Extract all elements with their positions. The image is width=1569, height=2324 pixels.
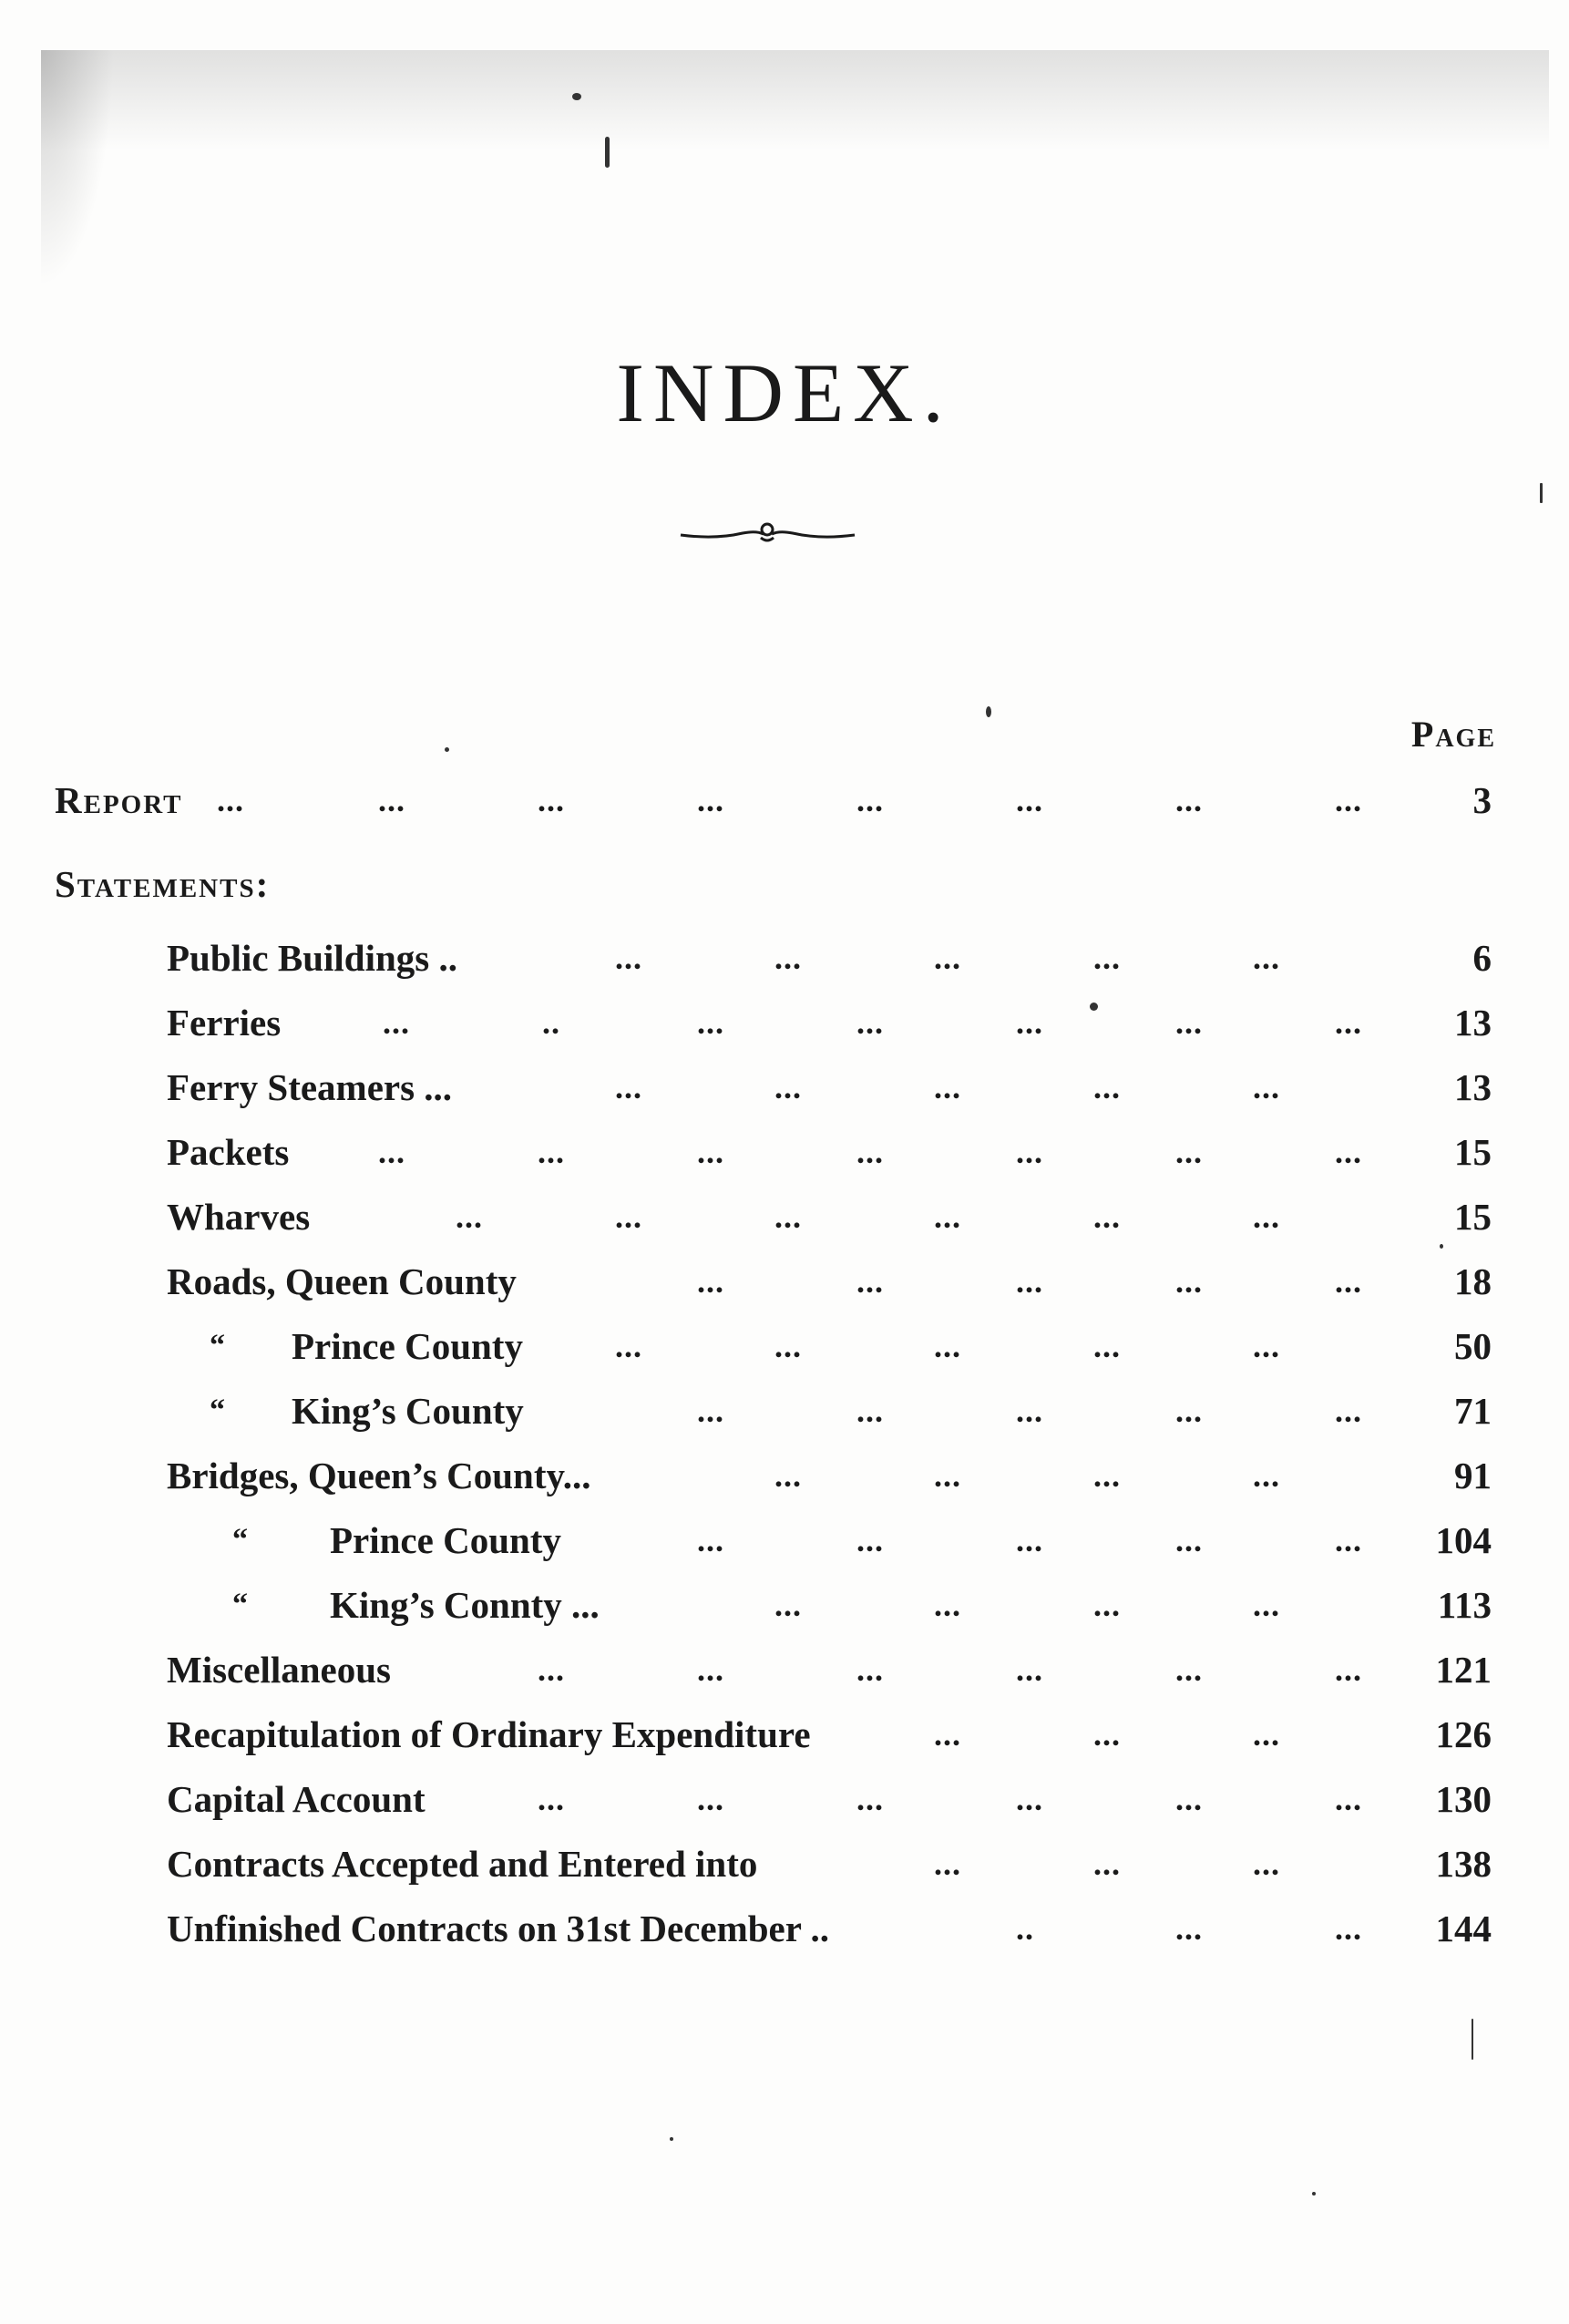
dot-leader: ... xyxy=(774,1587,802,1623)
index-entry-label: Unfinished Contracts on 31st December .. xyxy=(167,1908,829,1949)
dot-leader: ... xyxy=(1016,1651,1043,1688)
dot-leader: ... xyxy=(1335,1134,1362,1170)
scan-speck xyxy=(572,93,581,100)
ditto-mark: “ xyxy=(210,1329,225,1363)
index-row-report xyxy=(0,773,1569,828)
index-entry-page: 91 xyxy=(1454,1455,1492,1496)
index-entry-label: Ferry Steamers ... xyxy=(167,1066,453,1108)
scan-speck xyxy=(445,747,449,752)
section-heading-label: Statements: xyxy=(55,863,271,905)
index-entry-label: Recapitulation of Ordinary Expenditure xyxy=(167,1713,811,1755)
dot-leader: ... xyxy=(1253,1587,1280,1623)
index-entry-page: 13 xyxy=(1454,1002,1492,1044)
dot-leader: ... xyxy=(1175,1393,1203,1429)
scan-shadow-top xyxy=(41,50,1549,150)
dot-leader: ... xyxy=(538,1781,565,1817)
index-entry-label: King’s Connty ... xyxy=(330,1584,600,1626)
index-entry-label: King’s County xyxy=(292,1390,524,1432)
dot-leader: ... xyxy=(934,1328,961,1364)
dot-leader: ... xyxy=(1335,1910,1362,1947)
dot-leader: ... xyxy=(934,1457,961,1494)
index-entry-label: Capital Account xyxy=(167,1778,426,1820)
index-entry-label: Contracts Accepted and Entered into xyxy=(167,1843,758,1885)
dot-leader: ... xyxy=(856,1393,884,1429)
dot-leader: ... xyxy=(1016,1263,1043,1300)
dot-leader: ... xyxy=(934,1846,961,1882)
index-entry-page: 50 xyxy=(1454,1325,1492,1367)
index-entry-page: 3 xyxy=(1472,779,1492,821)
dot-leader: .. xyxy=(1016,1910,1034,1947)
index-row xyxy=(0,1642,1569,1697)
index-entry-label: Prince County xyxy=(292,1325,523,1367)
dot-leader: ... xyxy=(774,1198,802,1235)
dot-leader: ... xyxy=(538,782,565,818)
index-row xyxy=(0,1901,1569,1956)
dot-leader: ... xyxy=(774,1328,802,1364)
scan-speck xyxy=(1440,1244,1443,1249)
index-section-heading xyxy=(0,857,1569,911)
index-entry-label: Roads, Queen County xyxy=(167,1260,517,1302)
dot-leader: ... xyxy=(697,1393,724,1429)
ditto-mark: “ xyxy=(210,1393,225,1427)
index-entry-page: 138 xyxy=(1435,1843,1492,1885)
index-entry-page: 126 xyxy=(1435,1713,1492,1755)
index-entry-page: 15 xyxy=(1454,1131,1492,1173)
scan-speck xyxy=(1312,2192,1316,2195)
index-row xyxy=(0,995,1569,1050)
dot-leader: ... xyxy=(1093,1069,1121,1105)
dot-leader: ... xyxy=(1175,1134,1203,1170)
ditto-mark: “ xyxy=(232,1588,248,1621)
scan-speck xyxy=(1090,1003,1098,1011)
dot-leader: ... xyxy=(378,1134,405,1170)
index-entry-label: Packets xyxy=(167,1131,290,1173)
dot-leader: ... xyxy=(1335,1393,1362,1429)
index-entry-label: Ferries xyxy=(167,1002,282,1044)
dot-leader: ... xyxy=(1016,1522,1043,1558)
dot-leader: ... xyxy=(1175,1781,1203,1817)
dot-leader: ... xyxy=(856,1781,884,1817)
dot-leader: ... xyxy=(1093,1328,1121,1364)
page-title: INDEX. xyxy=(616,346,953,439)
dot-leader: ... xyxy=(1175,1263,1203,1300)
index-entry-page: 71 xyxy=(1454,1390,1492,1432)
index-entry-page: 15 xyxy=(1454,1196,1492,1238)
index-entry-label: Miscellaneous xyxy=(167,1649,391,1691)
dot-leader: ... xyxy=(378,782,405,818)
index-entry-page: 6 xyxy=(1472,937,1492,979)
index-row xyxy=(0,1836,1569,1891)
index-row xyxy=(0,1513,1569,1568)
dot-leader: ... xyxy=(1335,1263,1362,1300)
dot-leader: ... xyxy=(697,1134,724,1170)
index-entry-label: Report xyxy=(55,779,183,821)
ditto-mark: “ xyxy=(232,1523,248,1557)
dot-leader: ... xyxy=(1175,1004,1203,1041)
dot-leader: ... xyxy=(1253,1457,1280,1494)
dot-leader: ... xyxy=(1253,1716,1280,1753)
dot-leader: ... xyxy=(1093,1457,1121,1494)
dot-leader: ... xyxy=(1253,1846,1280,1882)
dot-leader: ... xyxy=(1093,940,1121,976)
index-entry-label: Public Buildings .. xyxy=(167,937,458,979)
index-row xyxy=(0,1254,1569,1309)
dot-leader: ... xyxy=(1016,1393,1043,1429)
dot-leader: ... xyxy=(1335,1004,1362,1041)
index-entry-page: 144 xyxy=(1435,1908,1492,1949)
dot-leader: ... xyxy=(934,1198,961,1235)
dot-leader: ... xyxy=(856,1134,884,1170)
index-entry-page: 121 xyxy=(1435,1649,1492,1691)
dot-leader: ... xyxy=(697,1522,724,1558)
dot-leader: ... xyxy=(1093,1587,1121,1623)
scan-speck xyxy=(605,137,610,168)
dot-leader: ... xyxy=(1253,1069,1280,1105)
index-row xyxy=(0,1772,1569,1826)
dot-leader: ... xyxy=(856,1651,884,1688)
index-entry-page: 130 xyxy=(1435,1778,1492,1820)
index-entry-page: 104 xyxy=(1435,1519,1492,1561)
dot-leader: ... xyxy=(456,1198,483,1235)
index-row xyxy=(0,1578,1569,1632)
index-row xyxy=(0,1448,1569,1503)
dot-leader: ... xyxy=(383,1004,410,1041)
dot-leader: ... xyxy=(615,1198,642,1235)
dot-leader: ... xyxy=(1253,1198,1280,1235)
dot-leader: ... xyxy=(1253,940,1280,976)
dot-leader: ... xyxy=(1093,1716,1121,1753)
index-entry-label: Wharves xyxy=(167,1196,311,1238)
dot-leader: ... xyxy=(697,1781,724,1817)
dot-leader: ... xyxy=(615,1069,642,1105)
index-entry-label: Prince County xyxy=(330,1519,561,1561)
dot-leader: ... xyxy=(538,1134,565,1170)
dot-leader: ... xyxy=(217,782,244,818)
dot-leader: ... xyxy=(1016,1781,1043,1817)
index-entry-page: 113 xyxy=(1437,1584,1492,1626)
scan-speck xyxy=(1540,483,1543,503)
dot-leader: ... xyxy=(697,1263,724,1300)
dot-leader: ... xyxy=(934,940,961,976)
page-column-header: Page xyxy=(1410,714,1496,755)
dot-leader: ... xyxy=(697,782,724,818)
dot-leader: ... xyxy=(1175,782,1203,818)
dot-leader: ... xyxy=(934,1587,961,1623)
scan-speck xyxy=(670,2137,673,2141)
index-row xyxy=(0,1060,1569,1115)
dot-leader: ... xyxy=(774,1069,802,1105)
dot-leader: ... xyxy=(856,1263,884,1300)
dot-leader: ... xyxy=(1093,1846,1121,1882)
dot-leader: ... xyxy=(856,782,884,818)
dot-leader: ... xyxy=(1253,1328,1280,1364)
index-row xyxy=(0,1189,1569,1244)
dot-leader: ... xyxy=(856,1004,884,1041)
dot-leader: ... xyxy=(615,940,642,976)
flourish-ornament-icon xyxy=(679,519,856,547)
dot-leader: ... xyxy=(697,1004,724,1041)
dot-leader: ... xyxy=(856,1522,884,1558)
scan-speck xyxy=(986,706,991,717)
dot-leader: ... xyxy=(1335,1651,1362,1688)
dot-leader: ... xyxy=(1093,1198,1121,1235)
dot-leader: ... xyxy=(1016,1134,1043,1170)
dot-leader: ... xyxy=(1175,1522,1203,1558)
dot-leader: ... xyxy=(1175,1651,1203,1688)
dot-leader: ... xyxy=(1335,1522,1362,1558)
index-row xyxy=(0,1125,1569,1179)
scan-speck xyxy=(1472,2019,1473,2060)
index-row xyxy=(0,1383,1569,1438)
dot-leader: ... xyxy=(1016,1004,1043,1041)
dot-leader: ... xyxy=(1175,1910,1203,1947)
dot-leader: .. xyxy=(542,1004,560,1041)
dot-leader: ... xyxy=(934,1716,961,1753)
index-entry-page: 18 xyxy=(1454,1260,1492,1302)
index-row xyxy=(0,931,1569,985)
index-row xyxy=(0,1707,1569,1762)
dot-leader: ... xyxy=(1335,782,1362,818)
index-entry-page: 13 xyxy=(1454,1066,1492,1108)
dot-leader: ... xyxy=(774,940,802,976)
dot-leader: ... xyxy=(1335,1781,1362,1817)
dot-leader: ... xyxy=(615,1328,642,1364)
dot-leader: ... xyxy=(697,1651,724,1688)
index-row xyxy=(0,1319,1569,1373)
dot-leader: ... xyxy=(934,1069,961,1105)
dot-leader: ... xyxy=(1016,782,1043,818)
scan-shadow-corner xyxy=(41,50,114,287)
index-entry-label: Bridges, Queen’s County... xyxy=(167,1455,591,1496)
dot-leader: ... xyxy=(538,1651,565,1688)
dot-leader: ... xyxy=(774,1457,802,1494)
